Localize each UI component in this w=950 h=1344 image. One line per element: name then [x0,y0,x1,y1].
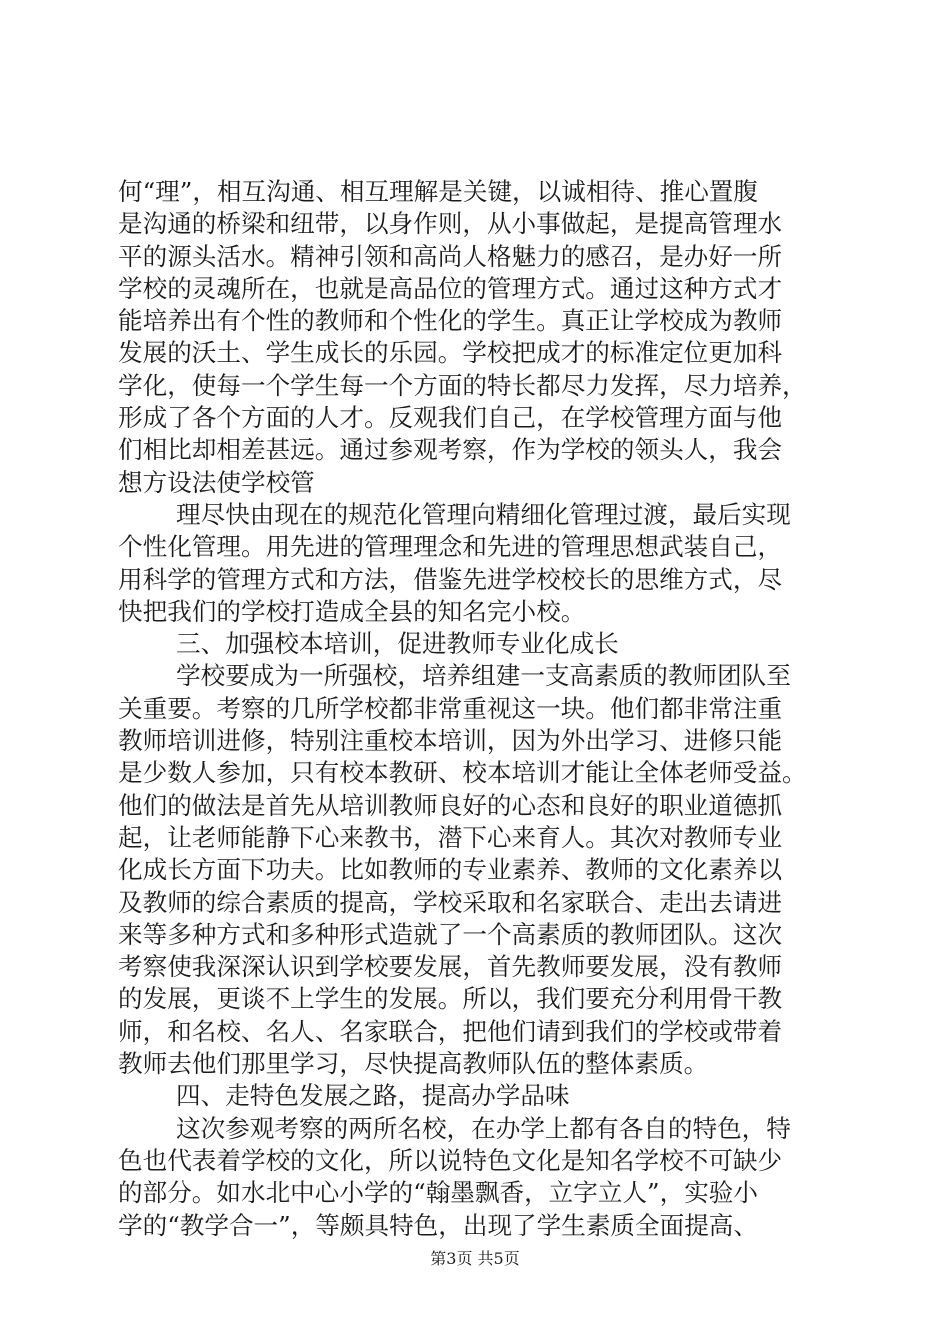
paragraph-first-line: 理尽快由现在的规范化管理向精细化管理过渡，最后实现 [176,499,791,529]
body-line: 起，让老师能静下心来教书，潜下心来育人。其次对教师专业 [118,822,783,852]
paragraph-first-line: 学校要成为一所强校，培养组建一支高素质的教师团队至 [176,661,791,691]
body-line: 的发展，更谈不上学生的发展。所以，我们要充分利用骨干教 [118,984,783,1014]
body-line: 教师去他们那里学习，尽快提高教师队伍的整体素质。 [118,1049,709,1079]
body-line: 关重要。考察的几所学校都非常重视这一块。他们都非常注重 [118,693,783,723]
body-line: 学的“教学合一”，等颇具特色，出现了学生素质全面提高、 [118,1210,758,1240]
document-body [118,176,838,1242]
body-line: 及教师的综合素质的提高，学校采取和名家联合、走出去请进 [118,887,783,917]
paragraph-first-line: 这次参观考察的两所名校，在办学上都有各自的特色，特 [176,1113,791,1143]
body-line: 师，和名校、名人、名家联合，把他们请到我们的学校或带着 [118,1016,783,1046]
body-line: 考察使我深深认识到学校要发展，首先教师要发展，没有教师 [118,952,783,982]
body-line: 何“理”，相互沟通、相互理解是关键，以诚相待、推心置腹 [118,177,758,206]
page-footer [0,1249,950,1269]
body-line: 平的源头活水。精神引领和高尚人格魅力的感召，是办好一所 [118,241,783,271]
body-line: 们相比却相差甚远。通过参观考察，作为学校的领头人，我会 [118,435,783,465]
page-number-label: 第3页 共5页 [430,1249,520,1268]
body-line: 是少数人参加，只有校本教研、校本培训才能让全体老师受益。 [118,758,807,788]
body-line: 学化，使每一个学生每一个方面的特长都尽力发挥，尽力培养， [118,370,807,400]
body-line: 来等多种方式和多种形式造就了一个高素质的教师团队。这次 [118,919,783,949]
body-line: 教师培训进修，特别注重校本培训，因为外出学习、进修只能 [118,726,783,756]
body-line: 快把我们的学校打造成全县的知名完小校。 [118,596,586,626]
body-line: 能培养出有个性的教师和个性化的学生。真正让学校成为教师 [118,306,783,336]
body-line: 的部分。如水北中心小学的“翰墨飘香，立字立人”，实验小 [118,1178,758,1208]
body-line: 发展的沃土、学生成长的乐园。学校把成才的标准定位更加科 [118,338,783,368]
body-line: 想方设法使学校管 [118,467,315,497]
body-line: 用科学的管理方式和方法，借鉴先进学校校长的思维方式，尽 [118,564,783,594]
section-heading-4: 四、走特色发展之路，提高办学品味 [176,1081,570,1111]
body-line: 学校的灵魂所在，也就是高品位的管理方式。通过这种方式才 [118,273,783,303]
section-heading-3: 三、加强校本培训，促进教师专业化成长 [176,629,619,659]
body-line: 形成了各个方面的人才。反观我们自己，在学校管理方面与他 [118,403,783,433]
body-line: 化成长方面下功夫。比如教师的专业素养、教师的文化素养以 [118,855,783,885]
body-line: 个性化管理。用先进的管理理念和先进的管理思想武装自己， [118,532,783,562]
body-line: 他们的做法是首先从培训教师良好的心态和良好的职业道德抓 [118,790,783,820]
body-line: 是沟通的桥梁和纽带，以身作则，从小事做起，是提高管理水 [118,209,783,239]
body-line: 色也代表着学校的文化，所以说特色文化是知名学校不可缺少 [118,1145,783,1175]
